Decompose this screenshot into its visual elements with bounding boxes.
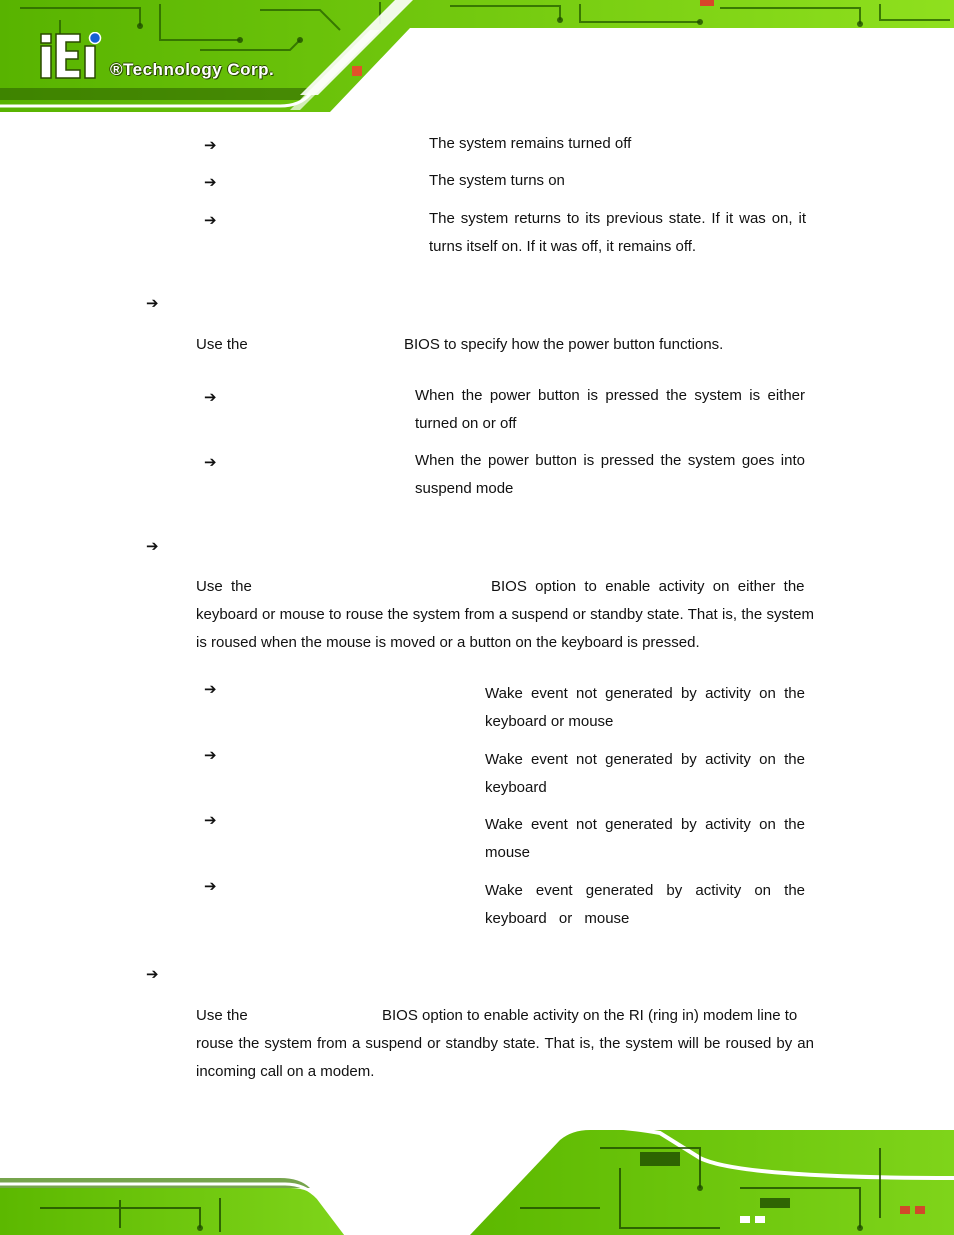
arrow-right-icon: ➔: [146, 537, 159, 555]
page-footer-banner: [0, 1128, 954, 1235]
arrow-right-icon: ➔: [204, 211, 217, 229]
arrow-right-icon: ➔: [204, 680, 217, 698]
option-desc: The system returns to its previous state. If it was on, it turns itself on. If it was off, it remains off.: [429, 210, 806, 255]
header-circuit-graphic: [0, 0, 954, 112]
section-intro-body: keyboard or mouse to rouse the system from a suspend or standby state. That is, the system is roused when the mouse is moved or a button on the keyboard is pressed.: [196, 606, 814, 651]
section-intro-suffix: BIOS option to enable activity on either the: [491, 578, 805, 595]
section-intro-prefix: Use the: [196, 336, 248, 353]
page-header-banner: [0, 0, 954, 112]
arrow-right-icon: ➔: [204, 136, 217, 154]
option-desc: Wake event generated by activity on the keyboard or mouse: [485, 882, 805, 927]
option-desc: Wake event not generated by activity on the keyboard: [485, 751, 805, 796]
arrow-right-icon: ➔: [204, 877, 217, 895]
section-intro-suffix: BIOS option to enable activity on the RI (ring in) modem line to: [382, 1007, 798, 1024]
option-desc: Wake event not generated by activity on the mouse: [485, 816, 805, 861]
section-intro-body: rouse the system from a suspend or standby state. That is, the system will be roused by an incoming call on a modem.: [196, 1035, 814, 1080]
company-name: ®Technology Corp.: [110, 60, 275, 79]
option-desc: The system remains turned off: [429, 135, 632, 152]
footer-circuit-graphic: [0, 1128, 954, 1235]
arrow-right-icon: ➔: [204, 746, 217, 764]
section-intro-suffix: BIOS to specify how the power button functions.: [404, 336, 724, 353]
option-desc: When the power button is pressed the system goes into suspend mode: [415, 452, 805, 497]
arrow-right-icon: ➔: [146, 294, 159, 312]
arrow-right-icon: ➔: [204, 173, 217, 191]
arrow-right-icon: ➔: [204, 811, 217, 829]
iei-logo-icon: [38, 32, 106, 80]
section-intro-prefix: Use the: [196, 578, 252, 595]
option-desc: The system turns on: [429, 172, 565, 189]
arrow-right-icon: ➔: [204, 388, 217, 406]
arrow-right-icon: ➔: [204, 453, 217, 471]
option-desc: Wake event not generated by activity on the keyboard or mouse: [485, 685, 805, 730]
arrow-right-icon: ➔: [146, 965, 159, 983]
section-intro-prefix: Use the: [196, 1007, 248, 1024]
option-desc: When the power button is pressed the system is either turned on or off: [415, 387, 805, 432]
